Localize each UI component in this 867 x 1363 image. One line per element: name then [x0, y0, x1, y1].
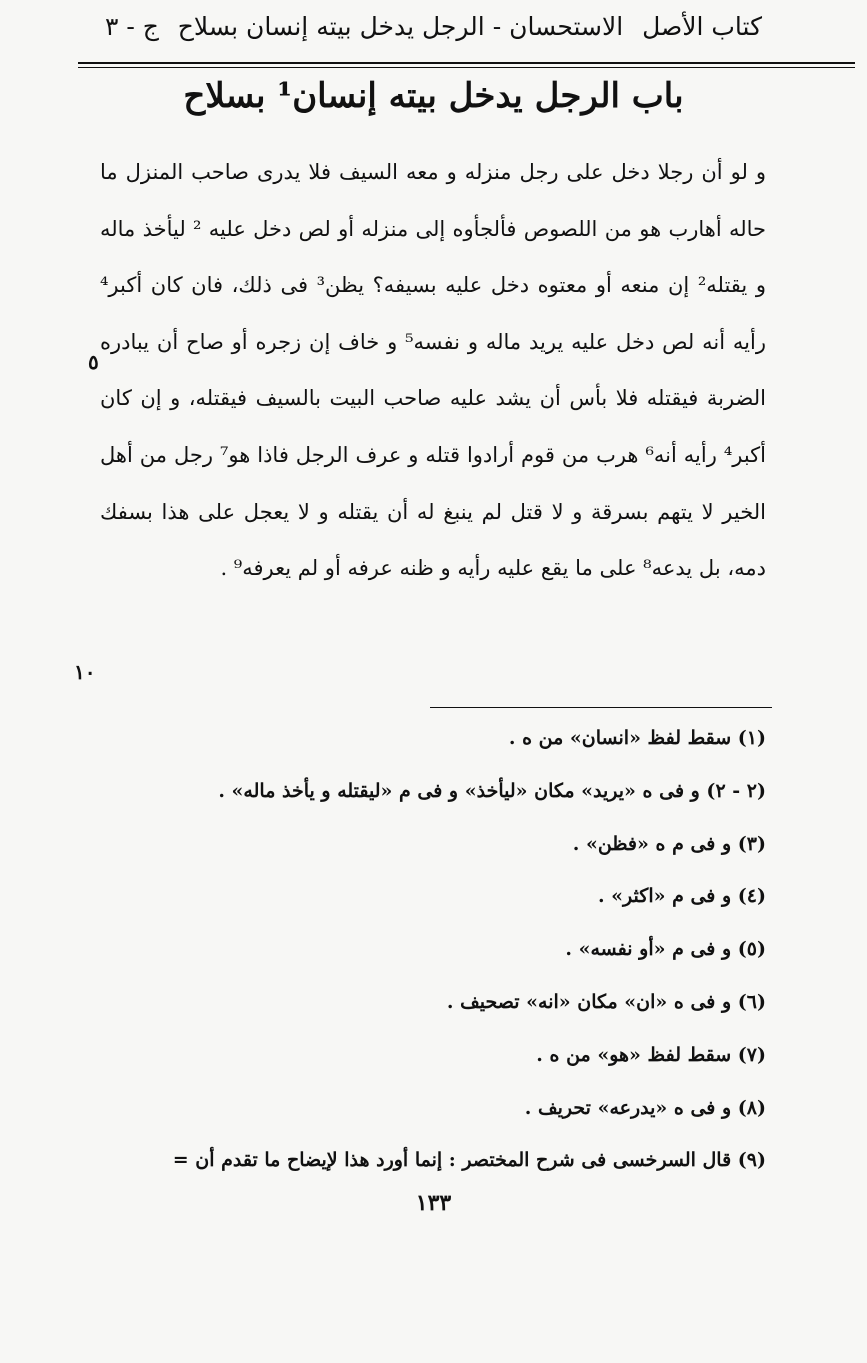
line-number-10: ١٠	[74, 660, 96, 684]
body-text	[100, 144, 766, 597]
header-rule-thin	[78, 67, 855, 68]
chapter-title: باب الرجل يدخل بيته إنسان¹ بسلاح	[183, 76, 684, 116]
header-book-title: كتاب الأصل	[642, 11, 762, 41]
body-paragraph: و لو أن رجلا دخل على رجل منزله و معه السيف فلا يدرى صاحب المنزل ما حاله أهارب هو من اللصوص فألجأوه إلى منزله أو لص دخل عليه ² ليأخذ ماله و يقتله² إن منعه أو معتوه دخل عليه بسيفه؟ يظن³ فى ذلك، فان كان أكبر⁴ رأيه أنه لص دخل عليه يريد ماله و نفسه⁵ و خاف إن زجره أو صاح أن يبادره الضربة فيقتله فلا بأس أن يشد عليه صاحب البيت بالسيف فيقتله، و إن كان أكبر⁴ رأيه أنه⁶ هرب من قوم أرادوا قتله و عرف الرجل فاذا هو⁷ رجل من أهل الخير لا يتهم بسرقة و لا قتل لم ينبغ له أن يقتله و لا يعجل على هذا بسفك دمه، بل يدعه⁸ على ما يقع عليه رأيه و ظنه عرفه أو لم يعرفه⁹ .	[100, 160, 766, 581]
line-number-5: ٥	[88, 350, 99, 374]
footnote-separator	[430, 707, 772, 708]
page-number: ١٣٣	[415, 1190, 452, 1216]
header-rule-thick	[78, 62, 855, 64]
footnote-8: (٨) و فى ه «يدرعه» تحريف .	[524, 1096, 766, 1119]
footnotes	[100, 712, 766, 1187]
footnote-1: (١) سقط لفظ «انسان» من ه .	[508, 727, 766, 749]
footnote-9: (٩) قال السرخسى فى شرح المختصر : إنما أورد هذا لإيضاح ما تقدم أن =	[172, 1149, 766, 1172]
footnote-6: (٦) و فى ه «ان» مكان «انه» تصحيف .	[446, 990, 766, 1013]
footnote-7: (٧) سقط لفظ «هو» من ه .	[536, 1043, 766, 1066]
footnote-3: (٣) و فى م ه «فظن» .	[572, 832, 766, 855]
running-header	[105, 4, 762, 48]
header-chapter-running: الاستحسان - الرجل يدخل بيته إنسان بسلاح	[177, 11, 624, 41]
footnote-2: (٢ - ٢) و فى ه «يريد» مكان «ليأخذ» و فى م «ليقتله و يأخذ ماله» .	[218, 779, 766, 802]
header-volume: ج - ٣	[105, 11, 159, 41]
footnote-4: (٤) و فى م «اكثر» .	[597, 885, 766, 908]
footnote-5: (٥) و فى م «أو نفسه» .	[565, 938, 766, 961]
